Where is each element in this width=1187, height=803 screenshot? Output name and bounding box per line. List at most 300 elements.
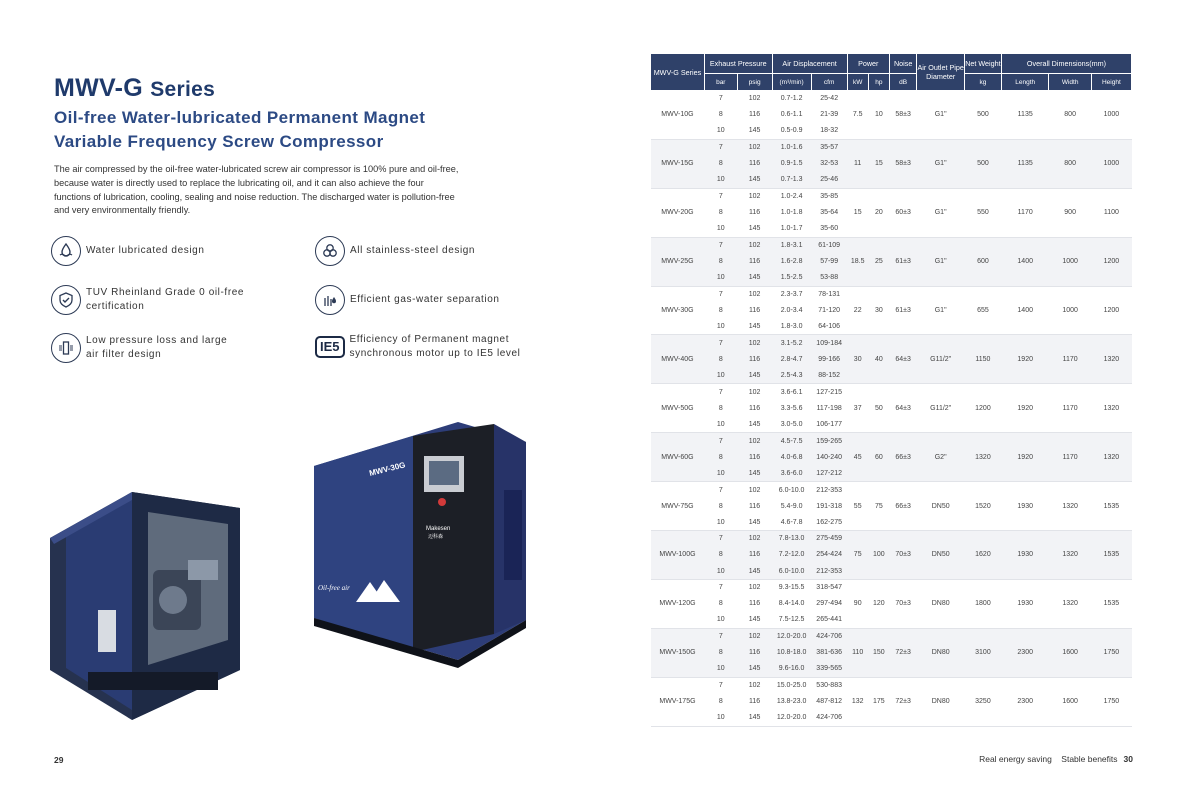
cell-width: 1320: [1049, 579, 1091, 628]
cell-m3: 3.0-5.0: [772, 416, 811, 432]
ie5-icon: IE5: [315, 336, 345, 358]
feature-text-line-2: synchronous motor up to IE5 level: [349, 348, 521, 359]
model-group: [651, 188, 1132, 237]
cell-weight: 600: [964, 237, 1001, 286]
cell-cfm: 78-131: [811, 286, 847, 302]
cell-psig: 145: [737, 612, 772, 628]
cell-model: MWV-25G: [651, 237, 705, 286]
cell-kw: 22: [847, 286, 868, 335]
cell-bar: 10: [704, 514, 737, 530]
cell-hp: 15: [868, 139, 889, 188]
shield-check-icon: [51, 285, 81, 315]
cell-m3: 3.6-6.0: [772, 465, 811, 481]
table-row: [651, 482, 1132, 498]
cell-cfm: 35-64: [811, 205, 847, 221]
cell-cfm: 32-53: [811, 156, 847, 172]
cell-m3: 9.6-16.0: [772, 661, 811, 677]
feature-text: Low pressure loss and large: [86, 335, 228, 346]
cell-bar: 7: [704, 482, 737, 498]
cell-model: MWV-40G: [651, 335, 705, 384]
cell-cfm: 21-39: [811, 107, 847, 123]
cell-cfm: 106-177: [811, 416, 847, 432]
cell-cfm: 64-106: [811, 319, 847, 335]
cell-db: 58±3: [889, 91, 916, 140]
footer-slogan: Real energy saving Stable benefits: [979, 754, 1118, 764]
cell-m3: 7.8-13.0: [772, 531, 811, 547]
cell-m3: 2.8-4.7: [772, 351, 811, 367]
cell-weight: 3100: [964, 628, 1001, 677]
cell-bar: 8: [704, 693, 737, 709]
cell-bar: 10: [704, 563, 737, 579]
cell-m3: 7.2-12.0: [772, 547, 811, 563]
cell-cfm: 35-57: [811, 139, 847, 155]
cell-kw: 110: [847, 628, 868, 677]
header-exhaust-pressure: Exhaust Pressure: [704, 54, 772, 74]
subheader-hp: hp: [868, 74, 889, 91]
cell-bar: 8: [704, 302, 737, 318]
cell-m3: 1.0-1.8: [772, 205, 811, 221]
cell-cfm: 99-166: [811, 351, 847, 367]
cell-psig: 116: [737, 156, 772, 172]
cell-width: 1320: [1049, 531, 1091, 580]
cell-psig: 116: [737, 107, 772, 123]
cell-m3: 9.3-15.5: [772, 579, 811, 595]
cell-db: 61±3: [889, 286, 916, 335]
title-series: Series: [150, 78, 216, 101]
cell-psig: 145: [737, 172, 772, 188]
cell-m3: 3.3-5.6: [772, 400, 811, 416]
cell-cfm: 339-565: [811, 661, 847, 677]
cell-bar: 10: [704, 123, 737, 139]
cell-cfm: 318-547: [811, 579, 847, 595]
cell-model: MWV-15G: [651, 139, 705, 188]
model-group: [651, 384, 1132, 433]
feature-air-filter: [51, 333, 227, 363]
header-power: Power: [847, 54, 889, 74]
cell-cfm: 265-441: [811, 612, 847, 628]
cell-length: 1930: [1001, 531, 1049, 580]
cell-bar: 7: [704, 237, 737, 253]
feature-stainless-steel: [315, 236, 475, 266]
cell-length: 1920: [1001, 433, 1049, 482]
title-model: MWV-G: [54, 74, 143, 102]
cell-length: 1920: [1001, 335, 1049, 384]
cell-m3: 2.3-3.7: [772, 286, 811, 302]
machine-brand-cn: 迈科森: [428, 534, 444, 540]
cell-cfm: 140-240: [811, 449, 847, 465]
cell-m3: 2.0-3.4: [772, 302, 811, 318]
page-number-left: 29: [54, 755, 64, 765]
cell-bar: 10: [704, 172, 737, 188]
cell-weight: 550: [964, 188, 1001, 237]
footer-right: [979, 754, 1133, 764]
cell-m3: 0.7-1.3: [772, 172, 811, 188]
cell-bar: 10: [704, 319, 737, 335]
cell-hp: 150: [868, 628, 889, 677]
subtitle-line-1: Oil-free Water-lubricated Permanent Magnet: [54, 108, 426, 127]
cell-m3: 0.9-1.5: [772, 156, 811, 172]
cell-psig: 116: [737, 253, 772, 269]
cell-m3: 5.4-9.0: [772, 498, 811, 514]
specification-table: [650, 53, 1132, 727]
cell-bar: 8: [704, 351, 737, 367]
cell-psig: 102: [737, 237, 772, 253]
cell-m3: 4.0-6.8: [772, 449, 811, 465]
page-number-right: 30: [1123, 754, 1133, 764]
cell-kw: 18.5: [847, 237, 868, 286]
cell-outlet: G1": [917, 188, 965, 237]
cell-bar: 8: [704, 498, 737, 514]
cell-bar: 7: [704, 677, 737, 693]
cell-model: MWV-100G: [651, 531, 705, 580]
cell-bar: 7: [704, 91, 737, 107]
cell-psig: 116: [737, 302, 772, 318]
cell-bar: 10: [704, 710, 737, 726]
cell-psig: 145: [737, 563, 772, 579]
cell-height: 1320: [1091, 335, 1131, 384]
machine-oilfree-label: Oil-free air: [318, 584, 350, 592]
cell-psig: 116: [737, 596, 772, 612]
cell-bar: 7: [704, 579, 737, 595]
machine-model-label: MWV-30G: [368, 460, 407, 478]
cell-cfm: 35-60: [811, 221, 847, 237]
cell-hp: 10: [868, 91, 889, 140]
cell-height: 1100: [1091, 188, 1131, 237]
cell-hp: 40: [868, 335, 889, 384]
cell-outlet: G1": [917, 286, 965, 335]
cell-model: MWV-50G: [651, 384, 705, 433]
cell-m3: 1.8-3.1: [772, 237, 811, 253]
cell-bar: 8: [704, 253, 737, 269]
cell-outlet: G11/2": [917, 384, 965, 433]
cell-m3: 15.0-25.0: [772, 677, 811, 693]
cell-outlet: DN80: [917, 628, 965, 677]
cell-outlet: G11/2": [917, 335, 965, 384]
cell-cfm: 487-812: [811, 693, 847, 709]
cell-height: 1320: [1091, 433, 1131, 482]
cell-width: 1170: [1049, 433, 1091, 482]
cell-weight: 500: [964, 91, 1001, 140]
cell-length: 1930: [1001, 482, 1049, 531]
cell-db: 66±3: [889, 482, 916, 531]
cell-width: 1600: [1049, 677, 1091, 726]
cell-m3: 8.4-14.0: [772, 596, 811, 612]
feature-text-line-2: air filter design: [86, 349, 162, 360]
feature-text: All stainless-steel design: [350, 245, 476, 256]
cell-db: 61±3: [889, 237, 916, 286]
cell-cfm: 297-494: [811, 596, 847, 612]
cell-cfm: 159-265: [811, 433, 847, 449]
feature-water-lubricated: [51, 236, 204, 266]
cell-bar: 8: [704, 547, 737, 563]
feature-gas-water-separation: [315, 285, 500, 315]
feature-tuv-certification: [51, 285, 244, 315]
cell-hp: 120: [868, 579, 889, 628]
cell-hp: 75: [868, 482, 889, 531]
cell-outlet: DN80: [917, 579, 965, 628]
cell-bar: 10: [704, 612, 737, 628]
cell-length: 1135: [1001, 91, 1049, 140]
cell-weight: 1620: [964, 531, 1001, 580]
cell-psig: 102: [737, 286, 772, 302]
header-air-outlet: Air Outlet Pipe Diameter: [917, 54, 965, 91]
cell-cfm: 212-353: [811, 482, 847, 498]
table-row: [651, 628, 1132, 644]
cell-psig: 102: [737, 628, 772, 644]
cell-length: 1920: [1001, 384, 1049, 433]
cell-cfm: 424-706: [811, 710, 847, 726]
cell-m3: 6.0-10.0: [772, 563, 811, 579]
cell-psig: 145: [737, 221, 772, 237]
model-group: [651, 237, 1132, 286]
cell-width: 1000: [1049, 286, 1091, 335]
cell-width: 1170: [1049, 384, 1091, 433]
feature-text: Efficiency of Permanent magnet: [349, 334, 510, 345]
cell-m3: 13.8-23.0: [772, 693, 811, 709]
cell-psig: 102: [737, 188, 772, 204]
table-row: [651, 188, 1132, 204]
cell-cfm: 191-318: [811, 498, 847, 514]
cell-outlet: DN50: [917, 531, 965, 580]
cell-width: 1320: [1049, 482, 1091, 531]
cell-kw: 132: [847, 677, 868, 726]
cell-weight: 500: [964, 139, 1001, 188]
cell-bar: 10: [704, 221, 737, 237]
intro-paragraph: The air compressed by the oil-free water-lubricated screw air compressor is 100% pure and oil-free, because water is directly used to replace the lubricating oil, and it can also achieve the four functions of lubrication, cooling, sealing and noise reduction. The discharged water is pollution-free and very environmentally friendly.: [54, 164, 459, 216]
cell-weight: 655: [964, 286, 1001, 335]
cell-psig: 116: [737, 400, 772, 416]
machine-brand: Makesen: [426, 526, 451, 532]
header-model: MWV-G Series: [651, 54, 705, 91]
cell-psig: 145: [737, 319, 772, 335]
cell-model: MWV-20G: [651, 188, 705, 237]
cell-db: 66±3: [889, 433, 916, 482]
page-subtitle: [54, 106, 524, 154]
cell-kw: 7.5: [847, 91, 868, 140]
cell-bar: 7: [704, 531, 737, 547]
cell-db: 58±3: [889, 139, 916, 188]
cell-cfm: 162-275: [811, 514, 847, 530]
cell-cfm: 117-198: [811, 400, 847, 416]
header-air-displacement: Air Displacement: [772, 54, 847, 74]
cell-kw: 30: [847, 335, 868, 384]
model-group: [651, 335, 1132, 384]
header-net-weight: Net Weight: [964, 54, 1001, 74]
table-row: [651, 335, 1132, 351]
cell-psig: 116: [737, 498, 772, 514]
cell-hp: 30: [868, 286, 889, 335]
cell-bar: 7: [704, 286, 737, 302]
cell-m3: 10.8-18.0: [772, 645, 811, 661]
cell-width: 900: [1049, 188, 1091, 237]
cell-height: 1750: [1091, 677, 1131, 726]
cell-cfm: 71-120: [811, 302, 847, 318]
cell-psig: 102: [737, 482, 772, 498]
cell-width: 1600: [1049, 628, 1091, 677]
cell-length: 1170: [1001, 188, 1049, 237]
cell-kw: 37: [847, 384, 868, 433]
cell-psig: 145: [737, 710, 772, 726]
cell-kw: 55: [847, 482, 868, 531]
cell-m3: 0.5-0.9: [772, 123, 811, 139]
table-row: [651, 237, 1132, 253]
cell-bar: 8: [704, 449, 737, 465]
cell-cfm: 25-42: [811, 91, 847, 107]
cell-height: 1200: [1091, 286, 1131, 335]
cell-m3: 12.0-20.0: [772, 710, 811, 726]
cell-cfm: 530-883: [811, 677, 847, 693]
cell-model: MWV-30G: [651, 286, 705, 335]
cell-outlet: G1": [917, 237, 965, 286]
cell-db: 72±3: [889, 628, 916, 677]
cell-model: MWV-10G: [651, 91, 705, 140]
cell-outlet: DN50: [917, 482, 965, 531]
cell-height: 1000: [1091, 91, 1131, 140]
cell-m3: 3.1-5.2: [772, 335, 811, 351]
cell-db: 64±3: [889, 384, 916, 433]
cell-m3: 2.5-4.3: [772, 368, 811, 384]
cell-m3: 1.0-1.6: [772, 139, 811, 155]
cell-psig: 116: [737, 205, 772, 221]
cell-psig: 102: [737, 677, 772, 693]
subheader-kg: kg: [964, 74, 1001, 91]
cell-cfm: 127-212: [811, 465, 847, 481]
cell-cfm: 35-85: [811, 188, 847, 204]
model-group: [651, 91, 1132, 140]
cell-psig: 145: [737, 416, 772, 432]
cell-db: 70±3: [889, 579, 916, 628]
header-overall-dimensions: Overall Dimensions(mm): [1001, 54, 1131, 74]
cell-kw: 45: [847, 433, 868, 482]
cell-cfm: 127-215: [811, 384, 847, 400]
cell-psig: 102: [737, 139, 772, 155]
subheader-width: Width: [1049, 74, 1091, 91]
cell-length: 2300: [1001, 677, 1049, 726]
cell-model: MWV-120G: [651, 579, 705, 628]
model-group: [651, 677, 1132, 726]
cell-cfm: 25-46: [811, 172, 847, 188]
water-drop-icon: [51, 236, 81, 266]
cell-psig: 102: [737, 384, 772, 400]
cell-bar: 7: [704, 188, 737, 204]
subheader-m3min: (m³/min): [772, 74, 811, 91]
subheader-db: dB: [889, 74, 916, 91]
feature-ie5-motor: [315, 333, 521, 361]
cell-bar: 10: [704, 661, 737, 677]
cell-db: 60±3: [889, 188, 916, 237]
cell-cfm: 57-99: [811, 253, 847, 269]
compressor-product-image: [48, 420, 548, 720]
cell-outlet: G1": [917, 91, 965, 140]
cell-cfm: 381-636: [811, 645, 847, 661]
cell-width: 800: [1049, 139, 1091, 188]
feature-text-line-2: certification: [86, 301, 145, 312]
cell-bar: 7: [704, 433, 737, 449]
cell-height: 1535: [1091, 531, 1131, 580]
cell-bar: 10: [704, 368, 737, 384]
cell-cfm: 53-88: [811, 270, 847, 286]
cell-psig: 102: [737, 335, 772, 351]
cell-hp: 60: [868, 433, 889, 482]
cell-kw: 75: [847, 531, 868, 580]
model-group: [651, 579, 1132, 628]
cell-outlet: G2": [917, 433, 965, 482]
cell-cfm: 275-459: [811, 531, 847, 547]
cell-m3: 1.5-2.5: [772, 270, 811, 286]
cell-psig: 116: [737, 351, 772, 367]
cell-width: 800: [1049, 91, 1091, 140]
table-row: [651, 91, 1132, 107]
cell-psig: 145: [737, 661, 772, 677]
cell-bar: 10: [704, 416, 737, 432]
cell-length: 2300: [1001, 628, 1049, 677]
cell-length: 1930: [1001, 579, 1049, 628]
cell-cfm: 212-353: [811, 563, 847, 579]
stainless-steel-icon: [315, 236, 345, 266]
model-group: [651, 628, 1132, 677]
cell-bar: 8: [704, 107, 737, 123]
cell-psig: 116: [737, 645, 772, 661]
cell-height: 1000: [1091, 139, 1131, 188]
cell-m3: 4.6-7.8: [772, 514, 811, 530]
cell-height: 1535: [1091, 579, 1131, 628]
table-row: [651, 531, 1132, 547]
gas-water-separation-icon: [315, 285, 345, 315]
cell-outlet: DN80: [917, 677, 965, 726]
subheader-kw: kW: [847, 74, 868, 91]
cell-hp: 100: [868, 531, 889, 580]
feature-text: Water lubricated design: [86, 245, 205, 256]
cell-height: 1200: [1091, 237, 1131, 286]
subtitle-line-2: Variable Frequency Screw Compressor: [54, 132, 384, 151]
cell-psig: 145: [737, 514, 772, 530]
cell-psig: 102: [737, 433, 772, 449]
cell-height: 1750: [1091, 628, 1131, 677]
cell-m3: 1.6-2.8: [772, 253, 811, 269]
cell-bar: 8: [704, 156, 737, 172]
cell-m3: 6.0-10.0: [772, 482, 811, 498]
subheader-height: Height: [1091, 74, 1131, 91]
cell-m3: 1.8-3.0: [772, 319, 811, 335]
cell-model: MWV-60G: [651, 433, 705, 482]
cell-m3: 3.6-6.1: [772, 384, 811, 400]
cell-bar: 8: [704, 645, 737, 661]
cell-height: 1535: [1091, 482, 1131, 531]
table-row: [651, 433, 1132, 449]
cell-cfm: 88-152: [811, 368, 847, 384]
cell-width: 1170: [1049, 335, 1091, 384]
cell-weight: 1150: [964, 335, 1001, 384]
feature-text: TUV Rheinland Grade 0 oil-free: [86, 287, 245, 298]
cell-weight: 1200: [964, 384, 1001, 433]
cell-bar: 8: [704, 596, 737, 612]
cell-model: MWV-175G: [651, 677, 705, 726]
cell-length: 1400: [1001, 237, 1049, 286]
cell-length: 1135: [1001, 139, 1049, 188]
cell-m3: 1.0-1.7: [772, 221, 811, 237]
cell-db: 72±3: [889, 677, 916, 726]
cell-kw: 11: [847, 139, 868, 188]
page-title: [54, 74, 215, 103]
cell-m3: 0.7-1.2: [772, 91, 811, 107]
cell-psig: 102: [737, 579, 772, 595]
filter-icon: [51, 333, 81, 363]
cell-outlet: G1": [917, 139, 965, 188]
cell-weight: 1520: [964, 482, 1001, 531]
model-group: [651, 531, 1132, 580]
cell-bar: 7: [704, 384, 737, 400]
cell-bar: 8: [704, 400, 737, 416]
